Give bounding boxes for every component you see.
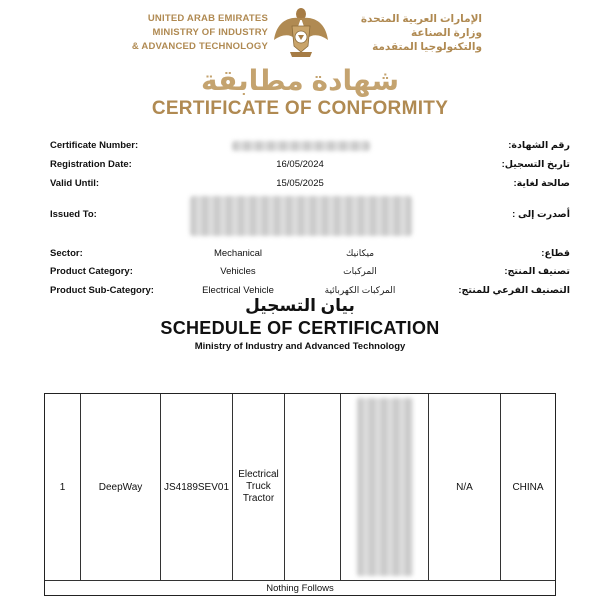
product-category-value: Vehicles [220,266,256,277]
certification-table [44,393,556,596]
certificate-number-redacted [232,141,370,151]
table-footer-nothing-follows: Nothing Follows [45,580,555,597]
certificate-number-label-ar: رقم الشهادة: [508,140,570,151]
registration-date-label-ar: تاريخ التسجيل: [501,159,570,170]
cell-description: Electrical Truck Tractor [233,394,285,580]
product-subcategory-value-ar: المركبات الكهربائية [324,285,396,295]
product-subcategory-value: Electrical Vehicle [202,285,274,296]
registration-date-label: Registration Date: [50,159,132,170]
certificate-title-en: CERTIFICATE OF CONFORMITY [151,98,449,119]
ministry-name-ar [332,12,482,54]
cell-empty [285,394,341,580]
schedule-subtitle: Ministry of Industry and Advanced Technology [194,341,406,352]
issued-to-redacted [190,196,412,236]
cell-row-number: 1 [45,394,81,580]
cell-origin: CHINA [512,481,544,493]
valid-until-label: Valid Until: [50,178,100,189]
valid-until-value: 15/05/2025 [276,178,324,189]
cell-na: N/A [429,394,501,580]
cell-redacted [341,394,429,580]
ministry-line-2: MINISTRY OF INDUSTRY [152,27,268,38]
sector-value: Mechanical [213,248,263,259]
ministry-name-en [116,12,268,54]
cell-brand: DeepWay [81,394,161,580]
registration-date-value: 16/05/2024 [276,159,324,170]
sector-label: Sector: [50,248,83,259]
ministry-line-1: UNITED ARAB EMIRATES [147,13,268,24]
cell-model: JS4189SEV01 [161,394,233,580]
certificate-number-label: Certificate Number: [50,140,139,151]
schedule-title-ar: بيان التسجيل [245,296,355,315]
ministry-line-ar-2: وزارة الصناعة [411,27,482,39]
valid-until-label-ar: صالحة لغاية: [513,178,570,189]
product-subcategory-label: Product Sub-Category: [50,285,154,296]
ministry-line-3: & ADVANCED TECHNOLOGY [131,41,268,52]
sector-label-ar: قطاع: [541,248,570,259]
product-subcategory-label-ar: التصنيف الفرعي للمنتج: [458,285,570,296]
schedule-title-en: SCHEDULE OF CERTIFICATION [160,318,440,338]
sector-value-ar: ميكانيك [345,248,375,258]
product-category-label-ar: تصنيف المنتج: [504,266,570,277]
uae-emblem-icon [272,4,330,60]
ministry-line-ar-3: والتكنولوجيا المتقدمة [372,41,482,53]
cell-redacted-block [357,398,413,576]
issued-to-label: Issued To: [50,209,97,220]
product-category-value-ar: المركبات [343,266,377,276]
certificate-title-ar: شهادة مطابقة [201,65,399,96]
ministry-line-ar-1: الإمارات العربية المتحدة [360,13,482,25]
issued-to-label-ar: أصدرت إلى : [512,209,570,220]
product-category-label: Product Category: [50,266,133,277]
